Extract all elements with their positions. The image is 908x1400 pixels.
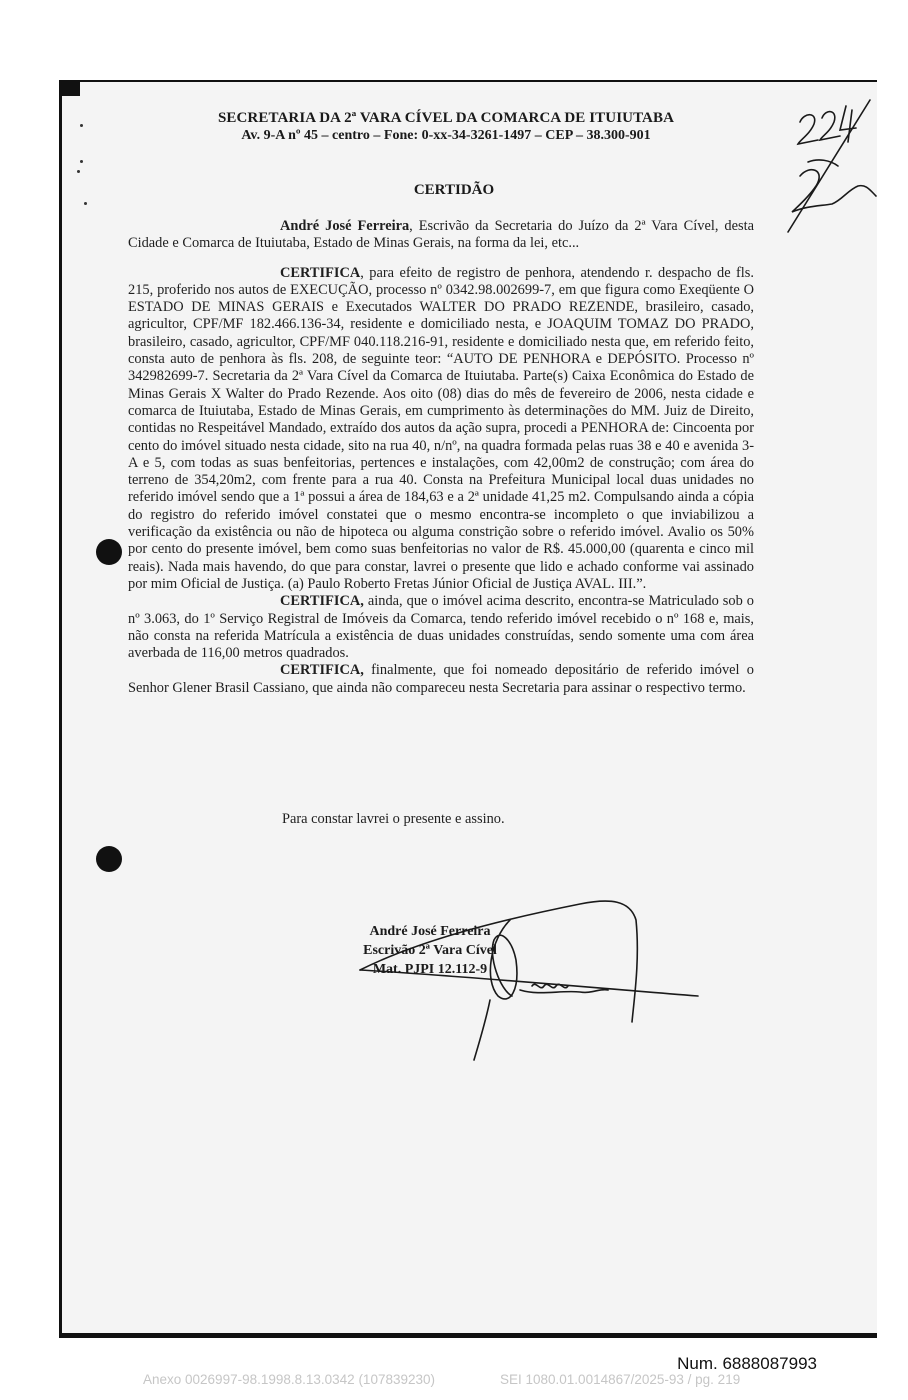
certifica-paragraph-2 (128, 593, 754, 662)
pen-stroke (808, 160, 838, 166)
certifica-text: ainda, que o imóvel acima descrito, encontra-se Matriculado sob o nº 3.063, do 1º Serviço Registral de Imóveis da Comarca, tendo referido imóvel recebido o nº 168 e, mais, não consta na referida Matrícula a existência de duas unidades construídas, sendo somente uma com área averbada de 116,00 metros quadrados. (128, 593, 754, 662)
sei-reference: SEI 1080.01.0014867/2025-93 / pg. 219 (500, 1372, 741, 1387)
header-court-name: SECRETARIA DA 2ª VARA CÍVEL DA COMARCA DE ITUIUTABA (217, 110, 675, 126)
certificate-body (128, 218, 754, 697)
handwritten-page-number (798, 106, 856, 144)
certifica-keyword: CERTIFICA, (280, 662, 364, 679)
document-number: Num. 6888087993 (677, 1354, 817, 1373)
clerk-name: André José Ferreira (280, 218, 410, 234)
annex-reference: Anexo 0026997-98.1998.8.13.0342 (107839230) (143, 1372, 436, 1387)
signer-name: André José Ferreira (369, 924, 491, 939)
intro-text: , Escrivão da Secretaria do Juízo da 2ª Vara Cível, desta Cidade e Comarca de Ituiutaba, Estado de Minas Gerais, na forma da lei, etc... (128, 218, 754, 252)
signer-role: Escrivão 2ª Vara Cível (363, 943, 497, 958)
certifica-keyword: CERTIFICA (280, 264, 361, 281)
intro-paragraph (128, 218, 754, 253)
certifica-keyword: CERTIFICA, (280, 593, 364, 610)
signature-block (340, 922, 520, 979)
closing-line: Para constar lavrei o presente e assino. (282, 811, 505, 827)
header-address: Av. 9-A nº 45 – centro – Fone: 0-xx-34-3261-1497 – CEP – 38.300-901 (241, 128, 651, 143)
document-title: CERTIDÃO (413, 182, 495, 198)
court-header (196, 110, 696, 144)
signer-registration: Mat. PJPI 12.112-9 (372, 962, 488, 977)
certifica-text: , para efeito de registro de penhora, atendendo r. despacho de fls. 215, proferido nos autos de EXECUÇÃO, processo nº 0342.98.002699-7, em que figura como Exeqüente O ESTADO DE MINAS GERAIS e Executados WALTER DO PRADO REZENDE, brasileiro, casado, agricultor, CPF/MF 182.466.136-34, residente e domiciliado nesta, e JOAQUIM TOMAZ DO PRADO, brasileiro, casado, agricultor, CPF/MF 040.118.216-91, residente e domiciliado nesta que, em referido feito, consta auto de penhora às fls. 208, de seguinte teor: “AUTO DE PENHORA e DEPÓSITO. Processo nº 342982699-7. Secretaria da 2ª Vara Cível da Comarca de Ituiutaba. Parte(s) Caixa Econômica do Estado de Minas Gerais X Walter do Prado Rezende. Aos oito (08) dias do mês de fevereiro de 2006, nesta cidade e comarca de Ituiutaba, Estado de Minas Gerais, em cumprimento às determinações do MM. Juiz de Direito, contidas no Respeitável Mandado, extraído dos autos da ação supra, procedi a PENHORA de: Cincoenta por cento do imóvel situado nesta cidade, sito na rua 40, n/nº, na quadra formada pelas ruas 38 e 40 e avenida 3-A e 5, com todas as suas benfeitorias, pertences e instalações, com 42,00m2 de construção; com área do terreno de 354,20m2, com frente para a rua 40. Consta na Prefeitura Municipal local duas unidades no referido imóvel sendo que a 1ª possui a área de 184,63 e a 2ª unidade 41,25 m2. Compulsando ainda a cópia do registro do referido imóvel constatei que o mesmo encontra-se incompleto o que inviabilizou a verificação da existência ou não de hipoteca ou alguma constrição sobre o referido imóvel. Avalio os 50% por cento do presente imóvel, bem como suas benfeitorias no valor de R$. 45.000,00 (quarenta e cinco mil reais). Nada mais havendo, do que para constar, lavrei o presente que lido e achado conforme vai assinado por mim Oficial de Justiça. (a) Paulo Roberto Fretas Júnior Oficial de Justiça AVAL. III.”. (128, 264, 754, 592)
certifica-paragraph-1 (128, 265, 754, 594)
certifica-paragraph-3 (128, 662, 754, 697)
certifica-text: finalmente, que foi nomeado depositário de referido imóvel o Senhor Glener Brasil Cassiano, que ainda não compareceu nesta Secretaria para assinar o respectivo termo. (128, 662, 754, 696)
